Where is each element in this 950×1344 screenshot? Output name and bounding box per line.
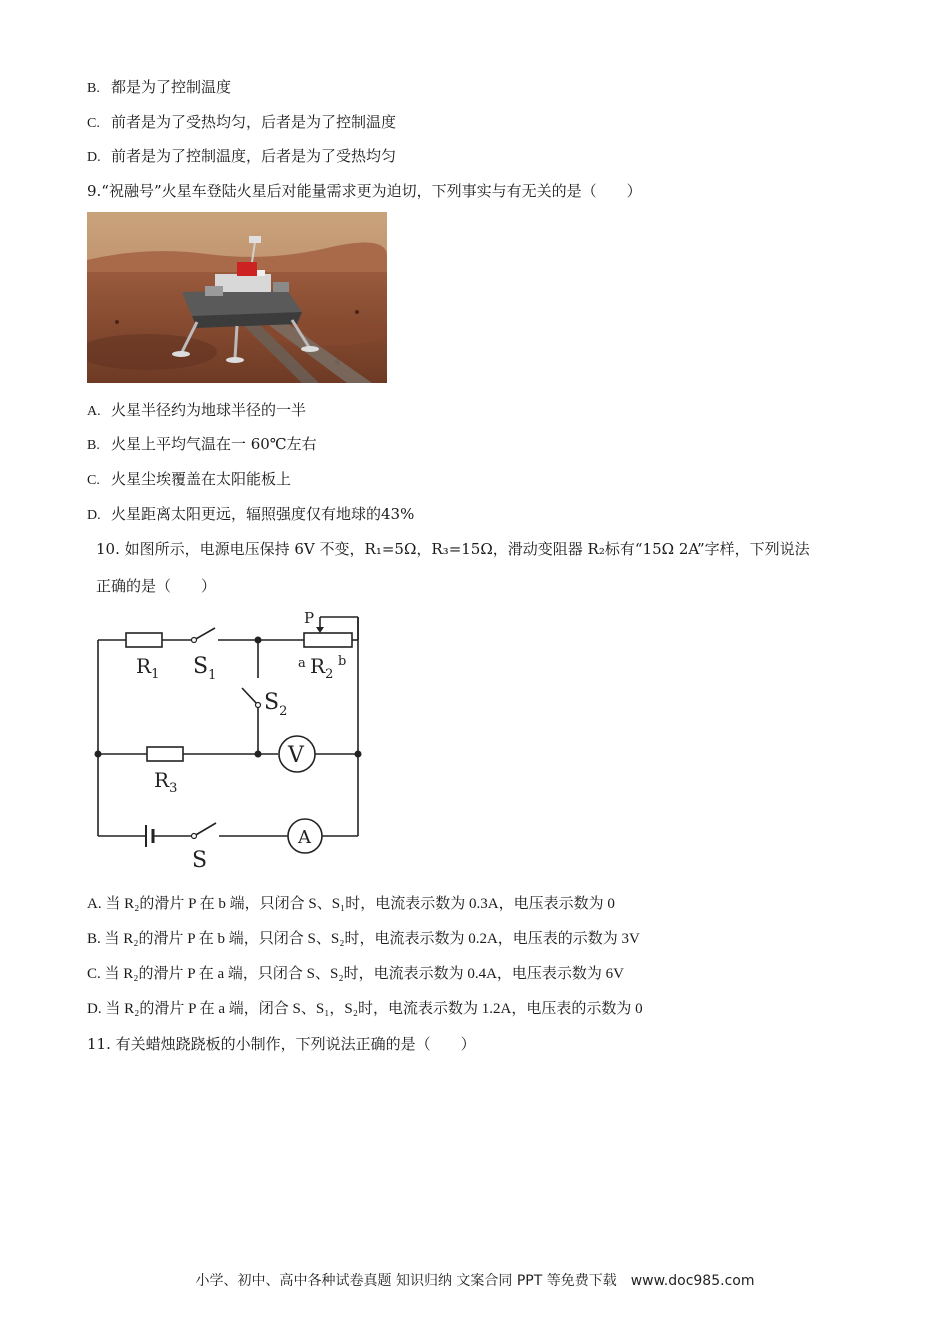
- q9-option-c: C. 火星尘埃覆盖在太阳能板上: [87, 470, 292, 488]
- label-p: P: [304, 609, 315, 627]
- mars-rover-photo: [87, 212, 387, 383]
- q11-stem: 11. 有关蜡烛跷跷板的小制作，下列说法正确的是（ ）: [87, 1035, 476, 1053]
- q10-option-b: B. 当 R₂的滑片 P 在 b 端，只闭合 S、S₂时，电流表示数为 0.2A，电压表的示数为 3V: [87, 931, 640, 947]
- q10-option-d: D. 当 R₂的滑片 P 在 a 端，闭合 S、S₁，S₂时，电流表示数为 1.2A，电压表的示数为 0: [87, 1001, 643, 1017]
- q10-stem-line2: 正确的是（ ）: [96, 577, 217, 595]
- q9-option-a: A. 火星半径约为地球半径的一半: [87, 401, 307, 419]
- label-s: S: [192, 848, 208, 873]
- label-r3: $R_3$: [154, 768, 178, 796]
- page-footer: 小学、初中、高中各种试卷真题 知识归纳 文案合同 PPT 等免费下载 www.doc985.com: [195, 1273, 755, 1289]
- q8-option-b: B. 都是为了控制温度: [87, 78, 232, 96]
- ammeter-label: A: [298, 827, 311, 848]
- label-r1: $R_1$: [136, 654, 160, 682]
- q9-option-b: B. 火星上平均气温在一 60℃左右: [87, 435, 317, 453]
- q8-option-d: D. 前者是为了控制温度，后者是为了受热均匀: [87, 147, 397, 165]
- circuit-diagram: [90, 605, 375, 875]
- q10-stem-line1: 10. 如图所示，电源电压保持 6V 不变，R₁=5Ω，R₃=15Ω，滑动变阻器 R₂标有“15Ω 2A”字样，下列说法: [96, 540, 810, 558]
- q10-option-a: A. 当 R₂的滑片 P 在 b 端，只闭合 S、S₁时，电流表示数为 0.3A，电压表示数为 0: [87, 896, 615, 912]
- label-s2: $S_2$: [264, 690, 288, 719]
- q8-option-c: C. 前者是为了受热均匀，后者是为了控制温度: [87, 113, 397, 131]
- voltmeter-label: V: [288, 743, 304, 768]
- mars-rover-illustration: [87, 212, 387, 383]
- label-r2: $R_2$: [310, 654, 334, 682]
- q9-stem: 9.“祝融号”火星车登陆火星后对能量需求更为迫切，下列事实与有无关的是（ ）: [87, 182, 642, 200]
- q10-option-c: C. 当 R₂的滑片 P 在 a 端，只闭合 S、S₂时，电流表示数为 0.4A，电压表示数为 6V: [87, 966, 625, 982]
- label-a: a: [298, 656, 306, 671]
- q9-option-d: D. 火星距离太阳更远，辐照强度仅有地球的43%: [87, 505, 415, 523]
- label-b: b: [338, 654, 347, 669]
- label-s1: $S_1$: [193, 654, 217, 683]
